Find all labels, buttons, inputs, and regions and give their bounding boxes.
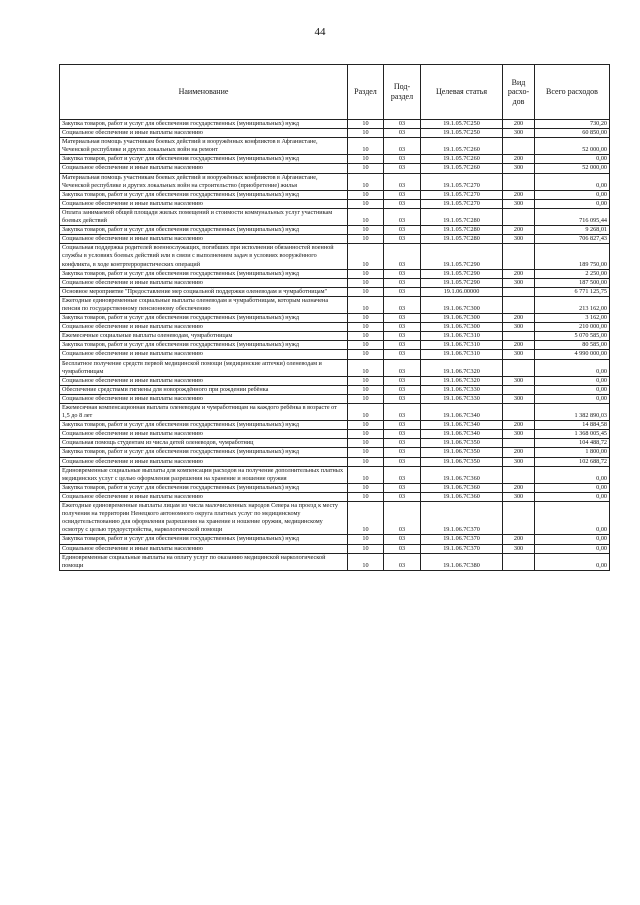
row-section: 10: [348, 376, 384, 385]
row-name: Социальное обеспечение и иные выплаты населению: [60, 323, 348, 332]
table-row: [60, 404, 610, 421]
row-name: Закупка товаров, работ и услуг для обеспечения государственных (муниципальных) нужд: [60, 448, 348, 457]
row-name: Социальное обеспечение и иные выплаты населению: [60, 544, 348, 553]
row-subsection: 03: [384, 359, 421, 376]
header-expense-type: Вид расхо-дов: [503, 65, 535, 120]
row-section: 10: [348, 553, 384, 570]
row-total: 210 000,00: [535, 323, 610, 332]
row-total: 730,20: [535, 120, 610, 129]
row-expense-type: [503, 138, 535, 155]
row-subsection: 03: [384, 120, 421, 129]
row-name: Социальная поддержка родителей военнослужащих, погибших при исполнении обязанностей военной службы в условиях боевых действий или в связи с выполнением задач в условиях вооружённого конфликта, в ходе контртеррористических операций: [60, 244, 348, 269]
row-section: 10: [348, 269, 384, 278]
row-section: 10: [348, 164, 384, 173]
row-target: 19.1.06.7С340: [421, 421, 503, 430]
row-section: 10: [348, 341, 384, 350]
row-expense-type: [503, 553, 535, 570]
row-target: 19.1.06.7С310: [421, 341, 503, 350]
row-total: 189 750,00: [535, 244, 610, 269]
row-name: Социальное обеспечение и иные выплаты населению: [60, 430, 348, 439]
row-name: Закупка товаров, работ и услуг для обеспечения государственных (муниципальных) нужд: [60, 341, 348, 350]
row-name: Закупка товаров, работ и услуг для обеспечения государственных (муниципальных) нужд: [60, 314, 348, 323]
row-name: Ежегодные единовременные социальные выплаты оленеводам и чумработницам, которым назначена пенсия по государственному пенсионному обеспечению: [60, 296, 348, 313]
row-target: 19.1.05.7С250: [421, 120, 503, 129]
header-name: Наименование: [60, 65, 348, 120]
row-total: 1 800,00: [535, 448, 610, 457]
table-row: [60, 138, 610, 155]
row-total: 80 585,00: [535, 341, 610, 350]
row-subsection: 03: [384, 269, 421, 278]
table-row: [60, 448, 610, 457]
table-row: [60, 421, 610, 430]
row-expense-type: 300: [503, 278, 535, 287]
row-name: Социальное обеспечение и иные выплаты населению: [60, 235, 348, 244]
row-name: Единовременные социальные выплаты для компенсации расходов на получение дополнительных платных медицинских услуг с целью оформления разрешения на хранение и ношение оружия: [60, 466, 348, 483]
row-subsection: 03: [384, 350, 421, 359]
row-subsection: 03: [384, 535, 421, 544]
row-section: 10: [348, 190, 384, 199]
row-target: 19.1.06.7С330: [421, 385, 503, 394]
row-name: Закупка товаров, работ и услуг для обеспечения государственных (муниципальных) нужд: [60, 155, 348, 164]
row-target: 19.1.06.7С350: [421, 448, 503, 457]
row-section: 10: [348, 235, 384, 244]
table-row: [60, 439, 610, 448]
table-row: [60, 164, 610, 173]
row-subsection: 03: [384, 341, 421, 350]
row-total: 716 095,44: [535, 208, 610, 225]
row-subsection: 03: [384, 430, 421, 439]
row-expense-type: 300: [503, 544, 535, 553]
row-expense-type: 300: [503, 492, 535, 501]
row-target: 19.1.05.7С280: [421, 208, 503, 225]
row-section: 10: [348, 350, 384, 359]
row-subsection: 03: [384, 278, 421, 287]
row-total: 0,00: [535, 199, 610, 208]
row-subsection: 03: [384, 208, 421, 225]
table-row: [60, 244, 610, 269]
row-target: 19.1.05.7С270: [421, 190, 503, 199]
row-section: 10: [348, 448, 384, 457]
row-target: 19.1.06.7С300: [421, 323, 503, 332]
row-expense-type: [503, 287, 535, 296]
row-subsection: 03: [384, 448, 421, 457]
row-expense-type: 300: [503, 350, 535, 359]
row-expense-type: 200: [503, 448, 535, 457]
row-total: 1 368 005,45: [535, 430, 610, 439]
row-section: 10: [348, 173, 384, 190]
row-target: 19.1.06.7С350: [421, 439, 503, 448]
table-header-row: [60, 65, 610, 120]
row-name: Ежемесячные социальные выплаты оленеводам, чумработницам: [60, 332, 348, 341]
table-row: [60, 269, 610, 278]
row-section: 10: [348, 314, 384, 323]
row-section: 10: [348, 544, 384, 553]
row-expense-type: 300: [503, 457, 535, 466]
row-target: 19.1.05.7С280: [421, 235, 503, 244]
row-section: 10: [348, 226, 384, 235]
row-total: 0,00: [535, 376, 610, 385]
table-row: [60, 199, 610, 208]
header-subsection: Под-раздел: [384, 65, 421, 120]
row-target: 19.1.05.7С260: [421, 164, 503, 173]
row-section: 10: [348, 278, 384, 287]
row-name: Социальное обеспечение и иные выплаты населению: [60, 164, 348, 173]
row-total: 104 488,72: [535, 439, 610, 448]
row-target: 19.1.05.7С260: [421, 138, 503, 155]
row-target: 19.1.06.7С360: [421, 483, 503, 492]
row-expense-type: 200: [503, 120, 535, 129]
row-name: Основное мероприятие "Предоставление мер социальной поддержки оленеводам и чумработницам": [60, 287, 348, 296]
row-total: 0,00: [535, 483, 610, 492]
row-total: 102 688,72: [535, 457, 610, 466]
row-total: 0,00: [535, 190, 610, 199]
header-target: Целевая статья: [421, 65, 503, 120]
row-expense-type: [503, 296, 535, 313]
row-name: Закупка товаров, работ и услуг для обеспечения государственных (муниципальных) нужд: [60, 269, 348, 278]
row-subsection: 03: [384, 164, 421, 173]
row-total: 14 884,58: [535, 421, 610, 430]
row-expense-type: [503, 404, 535, 421]
row-subsection: 03: [384, 296, 421, 313]
row-section: 10: [348, 394, 384, 403]
row-total: 0,00: [535, 359, 610, 376]
row-section: 10: [348, 404, 384, 421]
row-name: Социальное обеспечение и иные выплаты населению: [60, 129, 348, 138]
row-name: Закупка товаров, работ и услуг для обеспечения государственных (муниципальных) нужд: [60, 483, 348, 492]
table-row: [60, 466, 610, 483]
row-target: 19.1.06.7С370: [421, 535, 503, 544]
row-target: 19.1.06.7С320: [421, 376, 503, 385]
table-row: [60, 173, 610, 190]
row-total: 0,00: [535, 502, 610, 535]
row-total: 4 990 000,00: [535, 350, 610, 359]
row-section: 10: [348, 430, 384, 439]
table-row: [60, 430, 610, 439]
row-target: 19.1.05.7С290: [421, 244, 503, 269]
row-subsection: 03: [384, 190, 421, 199]
row-subsection: 03: [384, 155, 421, 164]
row-name: Ежемесячная компенсационная выплата оленеводам и чумработницам на каждого ребёнка в возрасте от 1,5 до 8 лет: [60, 404, 348, 421]
row-section: 10: [348, 296, 384, 313]
row-total: 0,00: [535, 492, 610, 501]
row-expense-type: 300: [503, 129, 535, 138]
row-target: 19.1.06.7С350: [421, 457, 503, 466]
row-subsection: 03: [384, 226, 421, 235]
row-section: 10: [348, 120, 384, 129]
row-section: 10: [348, 323, 384, 332]
row-expense-type: 300: [503, 323, 535, 332]
row-subsection: 03: [384, 287, 421, 296]
row-expense-type: [503, 385, 535, 394]
page-number: 44: [314, 26, 326, 38]
row-section: 10: [348, 138, 384, 155]
row-name: Закупка товаров, работ и услуг для обеспечения государственных (муниципальных) нужд: [60, 190, 348, 199]
budget-table: [59, 64, 610, 571]
row-section: 10: [348, 129, 384, 138]
row-target: 19.1.06.7С370: [421, 502, 503, 535]
row-total: 6 771 125,75: [535, 287, 610, 296]
row-total: 0,00: [535, 394, 610, 403]
row-target: 19.1.06.7С300: [421, 296, 503, 313]
row-expense-type: 300: [503, 394, 535, 403]
row-total: 0,00: [535, 173, 610, 190]
row-target: 19.1.06.00000: [421, 287, 503, 296]
row-subsection: 03: [384, 421, 421, 430]
row-subsection: 03: [384, 173, 421, 190]
table-row: [60, 544, 610, 553]
table-row: [60, 296, 610, 313]
row-section: 10: [348, 287, 384, 296]
row-total: 2 250,00: [535, 269, 610, 278]
table-row: [60, 129, 610, 138]
row-total: 187 500,00: [535, 278, 610, 287]
table-row: [60, 155, 610, 164]
row-name: Социальное обеспечение и иные выплаты населению: [60, 278, 348, 287]
row-subsection: 03: [384, 553, 421, 570]
table-row: [60, 341, 610, 350]
row-expense-type: 200: [503, 226, 535, 235]
row-expense-type: 200: [503, 155, 535, 164]
row-subsection: 03: [384, 439, 421, 448]
table-row: [60, 385, 610, 394]
row-expense-type: 200: [503, 483, 535, 492]
row-name: Социальная помощь студентам из числа детей оленеводов, чумработниц: [60, 439, 348, 448]
row-total: 213 162,00: [535, 296, 610, 313]
row-subsection: 03: [384, 394, 421, 403]
row-name: Закупка товаров, работ и услуг для обеспечения государственных (муниципальных) нужд: [60, 120, 348, 129]
row-expense-type: [503, 502, 535, 535]
row-target: 19.1.05.7С290: [421, 278, 503, 287]
row-expense-type: [503, 332, 535, 341]
row-target: 19.1.05.7С250: [421, 129, 503, 138]
row-target: 19.1.06.7С370: [421, 544, 503, 553]
row-name: Оплата занимаемой общей площади жилых помещений и стоимости коммунальных услуг участникам боевых действий: [60, 208, 348, 225]
table-row: [60, 226, 610, 235]
row-total: 0,00: [535, 385, 610, 394]
row-target: 19.1.06.7С300: [421, 314, 503, 323]
row-section: 10: [348, 385, 384, 394]
row-total: 0,00: [535, 466, 610, 483]
row-target: 19.1.05.7С270: [421, 199, 503, 208]
row-subsection: 03: [384, 544, 421, 553]
table-row: [60, 208, 610, 225]
row-name: Социальное обеспечение и иные выплаты населению: [60, 350, 348, 359]
table-row: [60, 323, 610, 332]
row-name: Социальное обеспечение и иные выплаты населению: [60, 394, 348, 403]
row-section: 10: [348, 502, 384, 535]
row-section: 10: [348, 155, 384, 164]
row-target: 19.1.05.7С260: [421, 155, 503, 164]
table-row: [60, 287, 610, 296]
table-row: [60, 457, 610, 466]
row-expense-type: [503, 466, 535, 483]
table-row: [60, 483, 610, 492]
table-row: [60, 190, 610, 199]
row-subsection: 03: [384, 332, 421, 341]
row-section: 10: [348, 483, 384, 492]
row-total: 0,00: [535, 544, 610, 553]
row-name: Материальная помощь участникам боевых действий и вооружённых конфликтов в Афганистане, Чеченской республике и других локальных войн на ремонт: [60, 138, 348, 155]
table-row: [60, 502, 610, 535]
row-subsection: 03: [384, 466, 421, 483]
row-total: 52 000,00: [535, 138, 610, 155]
row-section: 10: [348, 421, 384, 430]
table-row: [60, 376, 610, 385]
row-target: 19.1.06.7С380: [421, 553, 503, 570]
row-total: 9 268,01: [535, 226, 610, 235]
row-expense-type: 200: [503, 535, 535, 544]
row-subsection: 03: [384, 314, 421, 323]
table-row: [60, 350, 610, 359]
row-name: Социальное обеспечение и иные выплаты населению: [60, 376, 348, 385]
table-row: [60, 332, 610, 341]
table-row: [60, 120, 610, 129]
row-expense-type: 300: [503, 199, 535, 208]
row-section: 10: [348, 359, 384, 376]
row-subsection: 03: [384, 323, 421, 332]
row-subsection: 03: [384, 502, 421, 535]
row-total: 5 070 585,00: [535, 332, 610, 341]
row-target: 19.1.06.7С330: [421, 394, 503, 403]
row-expense-type: 300: [503, 164, 535, 173]
row-total: 3 162,00: [535, 314, 610, 323]
row-expense-type: [503, 359, 535, 376]
row-name: Материальная помощь участникам боевых действий и вооружённых конфликтов в Афганистане, Чеченской республике и других локальных войн на строительство (приобретение) жилья: [60, 173, 348, 190]
header-total: Всего расходов: [535, 65, 610, 120]
row-expense-type: 200: [503, 341, 535, 350]
table-row: [60, 394, 610, 403]
table-body: [60, 120, 610, 571]
row-subsection: 03: [384, 457, 421, 466]
row-name: Единовременные социальные выплаты на оплату услуг по оказанию медицинской наркологической помощи: [60, 553, 348, 570]
row-expense-type: [503, 244, 535, 269]
table-row: [60, 359, 610, 376]
table-row: [60, 314, 610, 323]
row-target: 19.1.05.7С280: [421, 226, 503, 235]
row-subsection: 03: [384, 483, 421, 492]
row-target: 19.1.05.7С290: [421, 269, 503, 278]
header-section: Раздел: [348, 65, 384, 120]
table-row: [60, 492, 610, 501]
row-total: 60 850,00: [535, 129, 610, 138]
row-section: 10: [348, 535, 384, 544]
row-total: 0,00: [535, 535, 610, 544]
row-subsection: 03: [384, 235, 421, 244]
row-name: Обеспечение средствами гигиены для новорождённого при рождении ребёнка: [60, 385, 348, 394]
row-target: 19.1.06.7С340: [421, 404, 503, 421]
row-subsection: 03: [384, 199, 421, 208]
row-section: 10: [348, 439, 384, 448]
row-expense-type: 200: [503, 269, 535, 278]
row-name: Закупка товаров, работ и услуг для обеспечения государственных (муниципальных) нужд: [60, 421, 348, 430]
row-total: 706 827,43: [535, 235, 610, 244]
row-expense-type: 300: [503, 235, 535, 244]
row-expense-type: [503, 173, 535, 190]
row-section: 10: [348, 492, 384, 501]
row-subsection: 03: [384, 244, 421, 269]
table-row: [60, 278, 610, 287]
row-expense-type: [503, 439, 535, 448]
row-name: Закупка товаров, работ и услуг для обеспечения государственных (муниципальных) нужд: [60, 226, 348, 235]
row-name: Ежегодные единовременные выплаты лицам из числа малочисленных народов Севера на проезд к месту получения на территории Ненецкого автономного округа платных услуг по медицинскому освидетельствованию для оформления разрешения на хранение и ношение оружия, медицинскому осмотру с целью трудоустройства, наркологической помощи: [60, 502, 348, 535]
row-target: 19.1.06.7С320: [421, 359, 503, 376]
row-section: 10: [348, 332, 384, 341]
row-section: 10: [348, 208, 384, 225]
row-expense-type: [503, 208, 535, 225]
row-subsection: 03: [384, 129, 421, 138]
row-total: 0,00: [535, 155, 610, 164]
row-subsection: 03: [384, 492, 421, 501]
row-target: 19.1.06.7С340: [421, 430, 503, 439]
row-section: 10: [348, 199, 384, 208]
row-name: Бесплатное получение средств первой медицинской помощи (медицинские аптечки) оленеводам и чумработницам: [60, 359, 348, 376]
row-target: 19.1.06.7С360: [421, 492, 503, 501]
row-section: 10: [348, 466, 384, 483]
table-row: [60, 553, 610, 570]
row-subsection: 03: [384, 138, 421, 155]
row-target: 19.1.06.7С310: [421, 350, 503, 359]
row-name: Социальное обеспечение и иные выплаты населению: [60, 199, 348, 208]
row-total: 52 000,00: [535, 164, 610, 173]
row-expense-type: 200: [503, 421, 535, 430]
row-name: Социальное обеспечение и иные выплаты населению: [60, 492, 348, 501]
row-subsection: 03: [384, 376, 421, 385]
row-name: Закупка товаров, работ и услуг для обеспечения государственных (муниципальных) нужд: [60, 535, 348, 544]
row-name: Социальное обеспечение и иные выплаты населению: [60, 457, 348, 466]
row-total: 0,00: [535, 553, 610, 570]
row-subsection: 03: [384, 385, 421, 394]
table-row: [60, 235, 610, 244]
table-row: [60, 535, 610, 544]
row-subsection: 03: [384, 404, 421, 421]
row-expense-type: 200: [503, 190, 535, 199]
row-section: 10: [348, 457, 384, 466]
row-expense-type: 300: [503, 430, 535, 439]
row-target: 19.1.06.7С360: [421, 466, 503, 483]
row-expense-type: 300: [503, 376, 535, 385]
row-expense-type: 200: [503, 314, 535, 323]
row-target: 19.1.05.7С270: [421, 173, 503, 190]
row-section: 10: [348, 244, 384, 269]
row-total: 1 382 890,03: [535, 404, 610, 421]
row-target: 19.1.06.7С310: [421, 332, 503, 341]
